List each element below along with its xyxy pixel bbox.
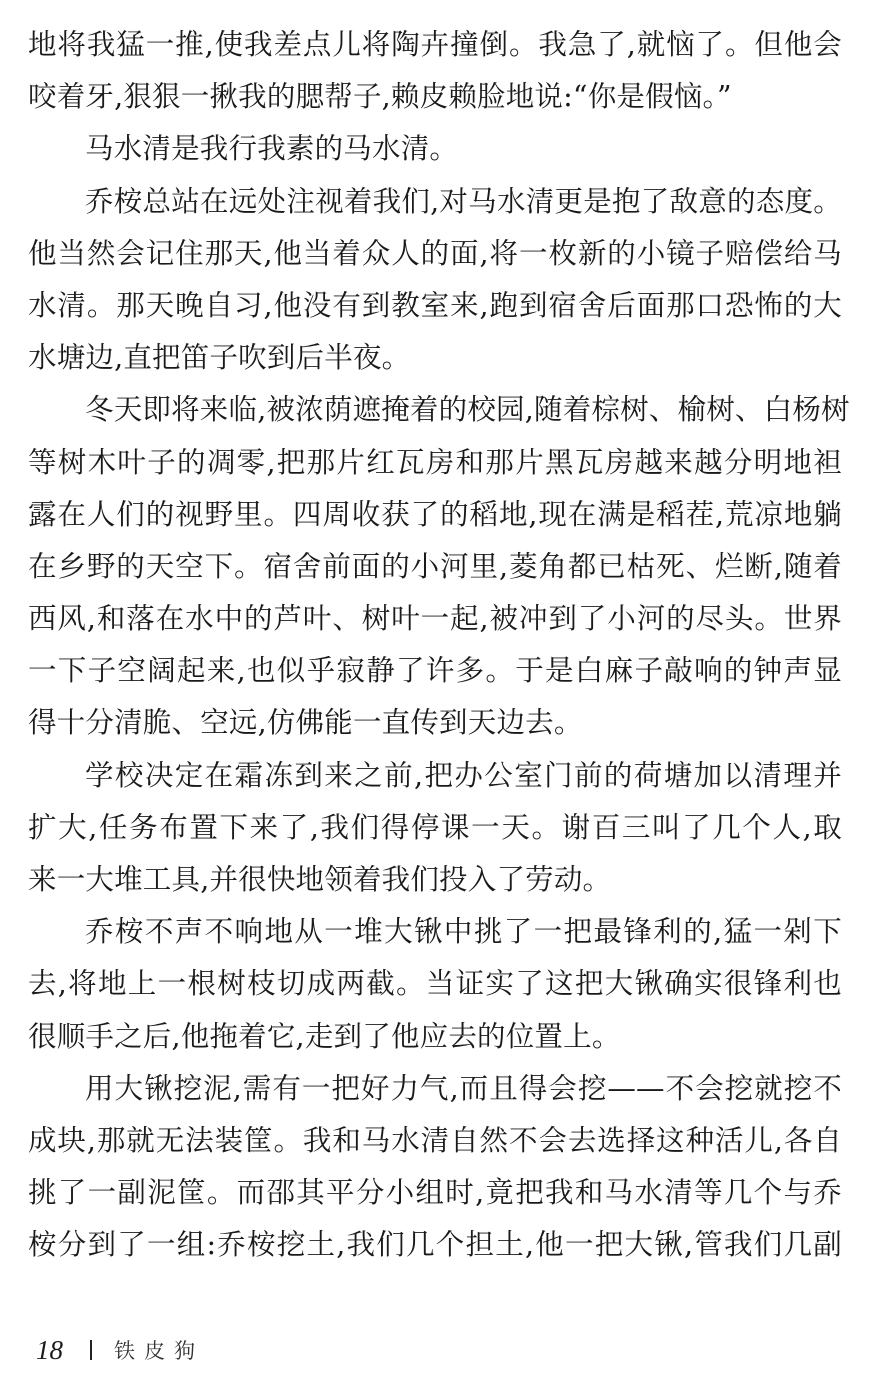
text-line: 他当然会记住那天,他当着众人的面,将一枚新的小镜子赔偿给马 — [28, 236, 842, 270]
text-line: 学校决定在霜冻到来之前,把办公室门前的荷塘加以清理并 — [85, 758, 842, 792]
page-footer — [36, 1330, 204, 1370]
text-line: 一下子空阔起来,也似乎寂静了许多。于是白麻子敲响的钟声显 — [28, 654, 842, 688]
footer-divider — [90, 1340, 92, 1360]
page-number: 18 — [36, 1334, 63, 1365]
text-line: 水清。那天晚自习,他没有到教室来,跑到宿舍后面那口恐怖的大 — [28, 288, 842, 322]
book-title: 铁皮狗 — [114, 1339, 204, 1363]
text-line: 得十分清脆、空远,仿佛能一直传到天边去。 — [28, 706, 583, 740]
text-line: 马水清是我行我素的马水清。 — [85, 132, 459, 166]
text-line: 等树木叶子的凋零,把那片红瓦房和那片黑瓦房越来越分明地袒 — [28, 445, 842, 479]
body-text — [28, 19, 850, 1272]
text-line: 露在人们的视野里。四周收获了的稻地,现在满是稻茬,荒凉地躺 — [28, 497, 842, 531]
text-line: 用大锹挖泥,需有一把好力气,而且得会挖——不会挖就挖不 — [85, 1071, 842, 1105]
text-line: 地将我猛一推,使我差点儿将陶卉撞倒。我急了,就恼了。但他会 — [28, 28, 842, 61]
text-line: 挑了一副泥筐。而邵其平分小组时,竟把我和马水清等几个与乔 — [28, 1176, 842, 1210]
text-line: 乔桉不声不响地从一堆大锹中挑了一把最锋利的,猛一剁下 — [85, 915, 842, 949]
text-line: 去,将地上一根树枝切成两截。当证实了这把大锹确实很锋利也 — [28, 967, 842, 1001]
text-line: 西风,和落在水中的芦叶、树叶一起,被冲到了小河的尽头。世界 — [28, 602, 842, 636]
text-line: 扩大,任务布置下来了,我们得停课一天。谢百三叫了几个人,取 — [28, 810, 842, 844]
text-line: 很顺手之后,他拖着它,走到了他应去的位置上。 — [28, 1019, 621, 1053]
text-line: 桉分到了一组:乔桉挖土,我们几个担土,他一把大锹,管我们几副 — [28, 1228, 842, 1262]
text-line: 来一大堆工具,并很快地领着我们投入了劳动。 — [28, 863, 612, 896]
text-line: 水塘边,直把笛子吹到后半夜。 — [28, 341, 411, 375]
text-line: 在乡野的天空下。宿舍前面的小河里,菱角都已枯死、烂断,随着 — [28, 549, 842, 583]
text-line: 冬天即将来临,被浓荫遮掩着的校园,随着棕树、榆树、白杨树 — [85, 393, 850, 427]
text-line: 咬着牙,狠狠一揪我的腮帮子,赖皮赖脸地说:“你是假恼。” — [28, 80, 732, 114]
text-line: 成块,那就无法装筐。我和马水清自然不会去选择这种活儿,各自 — [28, 1123, 842, 1157]
text-line: 乔桉总站在远处注视着我们,对马水清更是抱了敌意的态度。 — [85, 184, 842, 218]
